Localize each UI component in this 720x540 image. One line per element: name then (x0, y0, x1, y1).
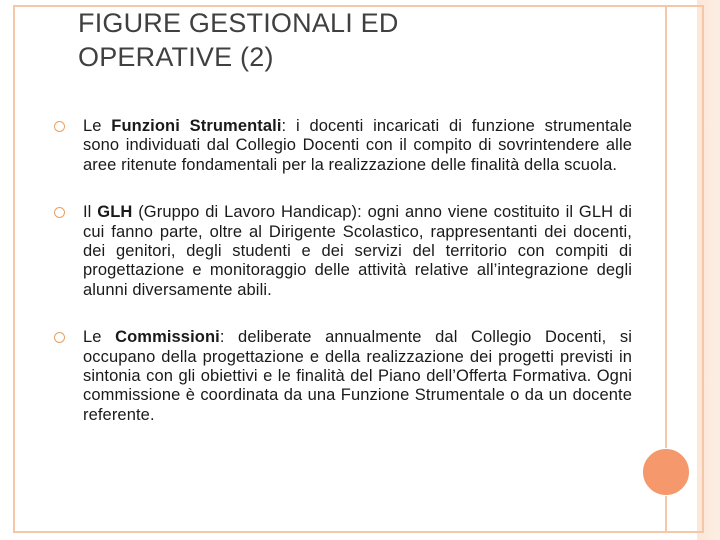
decorative-circle (642, 448, 690, 496)
bullet-description: : i docenti incaricati di funzione strumentale sono individuati dal Collegio Docenti con il compito di sovrintendere alle aree ritenute fondamentali per la realizzazione delle finalità della scuola. (83, 117, 632, 174)
bullet-term: GLH (97, 203, 133, 222)
bullet-prefix: Il (83, 203, 98, 222)
bullet-term: Funzioni Strumentali (111, 117, 282, 135)
bullet-prefix: Le (83, 117, 112, 135)
bullet-description: (Gruppo di Lavoro Handicap): ogni anno viene costituito il GLH di cui fanno parte, oltre al Dirigente Scolastico, rappresentanti dei docenti, dei genitori, degli studenti e dei servizi del territorio con compiti di progettazione e monitoraggio delle attività relative all’integrazione degli alunni diversamente abili. (83, 203, 632, 299)
bullet-description: : deliberate annualmente dal Collegio Docenti, si occupano della progettazione e della realizzazione dei progetti previsti in sintonia con gli obiettivi e le finalità del Piano dell’Offerta Formativa. Ogni commissione è coordinata da una Funzione Strumentale o da un docente referente. (83, 328, 632, 424)
bullet-circle-icon (54, 207, 65, 218)
bullet-term: Commissioni (115, 328, 220, 347)
bullet-list (54, 117, 632, 425)
bullet-item-commissioni (54, 328, 632, 425)
title-line-2: OPERATIVE (2) (78, 42, 274, 72)
bullet-prefix: Le (83, 328, 116, 347)
title-line-1: FIGURE GESTIONALI ED (78, 8, 399, 38)
bullet-circle-icon (54, 121, 65, 132)
bullet-item-funzioni-strumentali (54, 117, 632, 175)
bullet-text (83, 117, 632, 175)
slide-title (78, 6, 498, 74)
bullet-circle-icon (54, 332, 65, 343)
bullet-text (83, 328, 632, 425)
bullet-text (83, 203, 632, 300)
bullet-item-glh (54, 203, 632, 300)
